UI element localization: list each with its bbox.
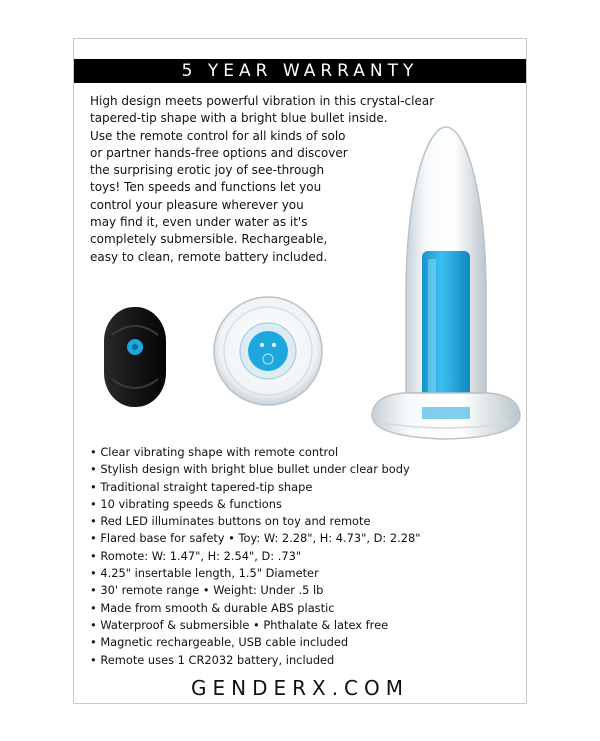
list-item: • Clear vibrating shape with remote control (90, 444, 520, 461)
list-item: • Red LED illuminates buttons on toy and remote (90, 513, 520, 530)
list-item: • 4.25" insertable length, 1.5" Diameter (90, 565, 520, 582)
list-item: • Traditional straight tapered-tip shape (90, 479, 520, 496)
description-line: the surprising erotic joy of see-through (90, 163, 325, 178)
list-item: • Magnetic rechargeable, USB cable included (90, 634, 520, 651)
list-item: • Remote uses 1 CR2032 battery, included (90, 652, 520, 669)
list-item: • Flared base for safety • Toy: W: 2.28", H: 4.73", D: 2.28" (90, 530, 520, 547)
list-item: • Romote: W: 1.47", H: 2.54", D: .73" (90, 548, 520, 565)
description-line: High design meets powerful vibration in this crystal-clear (90, 94, 435, 108)
toy-top-view-image (212, 295, 324, 407)
list-item: • Stylish design with bright blue bullet under clear body (90, 461, 520, 478)
toy-side-view-image (368, 123, 524, 443)
description-line: tapered-tip shape with a bright blue bullet inside. (90, 111, 388, 126)
list-item: • Made from smooth & durable ABS plastic (90, 600, 520, 617)
list-item: • 10 vibrating speeds & functions (90, 496, 520, 513)
list-item: • 30' remote range • Weight: Under .5 lb (90, 582, 520, 599)
description-line: Use the remote control for all kinds of solo (90, 128, 346, 143)
description-line: control your pleasure wherever you (90, 197, 304, 212)
list-item: • Waterproof & submersible • Phthalate & latex free (90, 617, 520, 634)
feature-list (90, 444, 520, 669)
warranty-banner: 5 YEAR WARRANTY (74, 59, 526, 83)
description-line: may find it, even under water as it's (90, 215, 308, 230)
description-line: easy to clean, remote battery included. (90, 249, 328, 264)
product-card (73, 38, 527, 704)
brand-url: GENDERX.COM (190, 676, 410, 700)
remote-control-image (100, 305, 170, 409)
description-line: toys! Ten speeds and functions let you (90, 180, 322, 195)
description-line: or partner hands-free options and discover (90, 145, 348, 160)
description-line: completely submersible. Rechargeable, (90, 232, 328, 247)
